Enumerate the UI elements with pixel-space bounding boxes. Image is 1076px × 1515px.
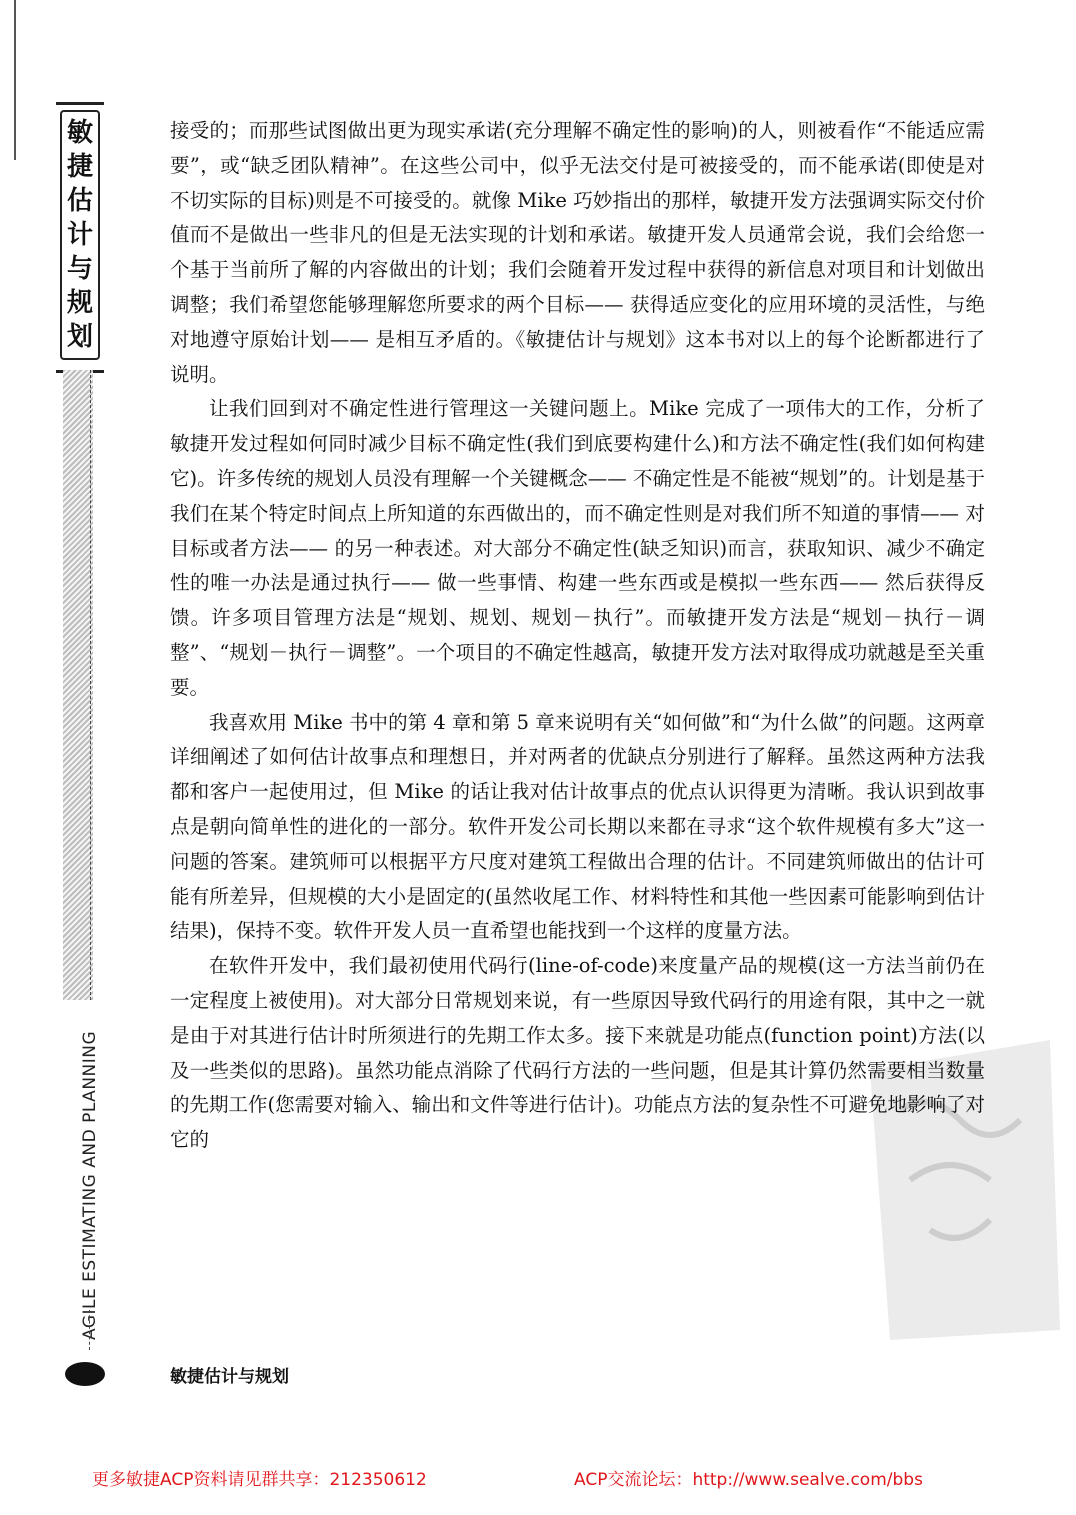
side-title-char: 与 (66, 254, 93, 284)
side-title-char: 捷 (66, 152, 93, 182)
paragraph: 在软件开发中，我们最初使用代码行(line-of-code)来度量产品的规模(这一方法当前仍在一定程度上被使用)。对大部分日常规划来说，有一些原因导致代码行的用途有限，其中之一就是由于对其进行估计时所须进行的先期工作太多。接下来就是功能点(function point)方法(以及一些类似的思路)。虽然功能点消除了代码行方法的一些问题，但是其计算仍然需要相当数量的先期工作(您需要对输入、输出和文件等进行估计)。功能点方法的复杂性不可避免地影响了对它的 (170, 954, 985, 1152)
side-english-dashed-rule (89, 1310, 90, 1350)
page-marker-dot (65, 1362, 105, 1386)
side-title-char: 规 (66, 288, 93, 318)
binding-edge (14, 0, 16, 160)
side-dashed-rule (90, 370, 91, 1000)
side-book-title (60, 110, 100, 360)
paragraph: 让我们回到对不确定性进行管理这一关键问题上。Mike 完成了一项伟大的工作，分析了敏捷开发过程如何同时减少目标不确定性(我们到底要构建什么)和方法不确定性(我们如何构建它)。许多传统的规划人员没有理解一个关键概念—— 不确定性是不能被“规划”的。计划是基于我们在某个特定时间点上所知道的东西做出的，而不确定性则是对我们所不知道的事情—— 对目标或者方法—— 的另一种表述。对大部分不确定性(缺乏知识)而言，获取知识、减少不确定性的唯一办法是通过执行—— 做一些事情、构建一些东西或是模拟一些东西—— 然后获得反馈。许多项目管理方法是“规划、规划、规划－执行”。而敏捷开发方法是“规划－执行－调整”、“规划－执行－调整”。一个项目的不确定性越高，敏捷开发方法对取得成功就越是至关重要。 (170, 397, 985, 699)
promo-forum-link[interactable]: ACP交流论坛：http://www.sealve.com/bbs (574, 1470, 923, 1490)
side-english-title: AGILE ESTIMATING AND PLANNING (80, 1030, 100, 1340)
body-text (170, 114, 985, 1158)
paragraph: 接受的；而那些试图做出更为现实承诺(充分理解不确定性的影响)的人，则被看作“不能适应需要”，或“缺乏团队精神”。在这些公司中，似乎无法交付是可被接受的，而不能承诺(即使是对不切实际的目标)则是不可接受的。就像 Mike 巧妙指出的那样，敏捷开发方法强调实际交付价值而不是做出一些非凡的但是无法实现的计划和承诺。敏捷开发人员通常会说，我们会给您一个基于当前所了解的内容做出的计划；我们会随着开发过程中获得的新信息对项目和计划做出调整；我们希望您能够理解您所要求的两个目标—— 获得适应变化的应用环境的灵活性，与绝对地遵守原始计划—— 是相互矛盾的。《敏捷估计与规划》这本书对以上的每个论断都进行了说明。 (170, 119, 985, 386)
side-hatch-bar (63, 370, 93, 1000)
promo-group-share: 更多敏捷ACP资料请见群共享：212350612 (92, 1470, 427, 1490)
paragraph: 我喜欢用 Mike 书中的第 4 章和第 5 章来说明有关“如何做”和“为什么做”的问题。这两章详细阐述了如何估计故事点和理想日，并对两者的优缺点分别进行了解释。虽然这两种方法我都和客户一起使用过，但 Mike 的话让我对估计故事点的优点认识得更为清晰。我认识到故事点是朝向简单性的进化的一部分。软件开发公司长期以来都在寻求“这个软件规模有多大”这一问题的答案。建筑师可以根据平方尺度对建筑工程做出合理的估计。不同建筑师做出的估计可能有所差异，但规模的大小是固定的(虽然收尾工作、材料特性和其他一些因素可能影响到估计结果)，保持不变。软件开发人员一直希望也能找到一个这样的度量方法。 (170, 710, 985, 943)
side-title-char: 计 (66, 220, 93, 250)
side-title-char: 敏 (66, 118, 93, 148)
side-title-char: 估 (66, 186, 93, 216)
side-title-char: 划 (66, 322, 93, 352)
running-footer-title: 敏捷估计与规划 (170, 1367, 289, 1387)
